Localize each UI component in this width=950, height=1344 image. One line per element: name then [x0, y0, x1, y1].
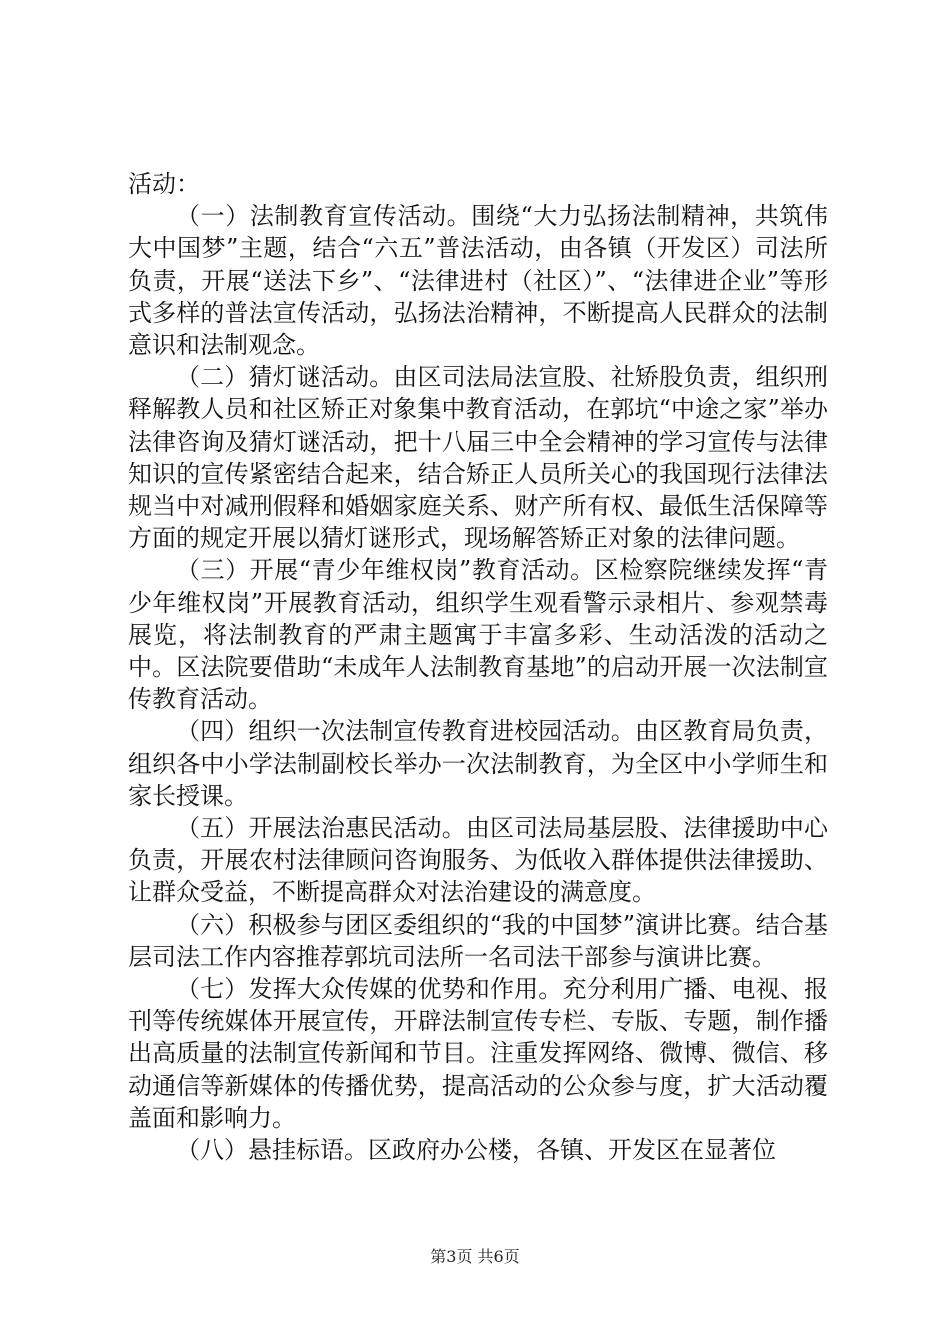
- paragraph-item-8: （八）悬挂标语。区政府办公楼，各镇、开发区在显著位: [176, 1136, 776, 1165]
- paragraph-item-3: （三）开展“青少年维权岗”教育活动。区检察院继续发挥“青少年维权岗”开展教育活动，组织学生观看警示录相片、参观禁毒展览，将法制教育的严肃主题寓于丰富多彩、生动活泼的活动之中。区法院要借助“未成年人法制教育基地”的启动开展一次法制宣传教育活动。: [128, 556, 828, 714]
- paragraph-item-7: （七）发挥大众传媒的优势和作用。充分利用广播、电视、报刊等传统媒体开展宣传，开辟法制宣传专栏、专版、专题，制作播出高质量的法制宣传新闻和节目。注重发挥网络、微博、微信、移动通信等新媒体的传播优势，提高活动的公众参与度，扩大活动覆盖面和影响力。: [128, 975, 828, 1132]
- paragraph-item-1: （一）法制教育宣传活动。围绕“大力弘扬法制精神，共筑伟大中国梦”主题，结合“六五”普法活动，由各镇（开发区）司法所负责，开展“送法下乡”、“法律进村（社区）”、“法律进企业”等形式多样的普法宣传活动，弘扬法治精神，不断提高人民群众的法制意识和法制观念。: [128, 202, 828, 360]
- paragraph-item-4: （四）组织一次法制宣传教育进校园活动。由区教育局负责，组织各中小学法制副校长举办一次法制教育，为全区中小学师生和家长授课。: [128, 717, 828, 810]
- page-number-footer: 第3页 共6页: [430, 1247, 520, 1266]
- paragraph-continuation: 活动：: [128, 170, 200, 198]
- paragraph-item-6: （六）积极参与团区委组织的“我的中国梦”演讲比赛。结合基层司法工作内容推荐郭坑司法所一名司法干部参与演讲比赛。: [128, 910, 828, 971]
- paragraph-item-2: （二）猜灯谜活动。由区司法局法宣股、社矫股负责，组织刑释解教人员和社区矫正对象集中教育活动，在郭坑“中途之家”举办法律咨询及猜灯谜活动，把十八届三中全会精神的学习宣传与法律知识的宣传紧密结合起来，结合矫正人员所关心的我国现行法律法规当中对减刑假释和婚姻家庭关系、财产所有权、最低生活保障等方面的规定开展以猜灯谜形式，现场解答矫正对象的法律问题。: [128, 363, 828, 553]
- paragraph-item-5: （五）开展法治惠民活动。由区司法局基层股、法律援助中心负责，开展农村法律顾问咨询服务、为低收入群体提供法律援助、让群众受益，不断提高群众对法治建设的满意度。: [128, 814, 828, 907]
- document-body: [128, 168, 828, 1166]
